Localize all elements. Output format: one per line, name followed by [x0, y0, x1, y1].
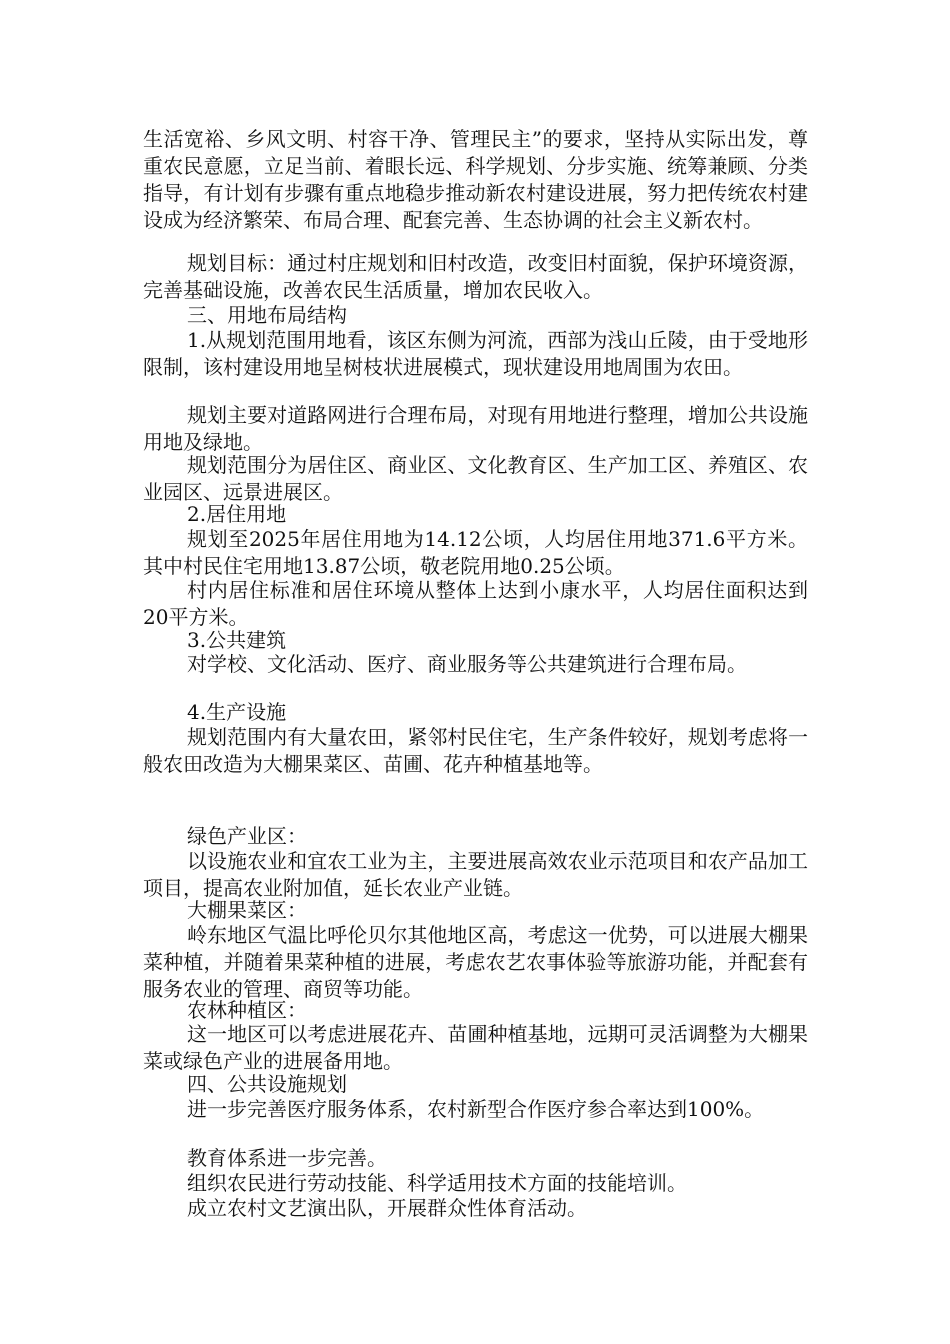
- paragraph-farmland: 规划范围内有大量农田，紧邻村民住宅，生产条件较好，规划考虑将一般农田改造为大棚果菜区、苗圃、花卉种植基地等。: [143, 725, 808, 776]
- heading-residential-land: 2.居住用地: [187, 502, 287, 526]
- heading-green-industry: 绿色产业区：: [187, 824, 307, 848]
- paragraph-intro-requirements: 生活宽裕、乡风文明、村容干净、管理民主”的要求，坚持从实际出发，尊重农民意愿，立足当前、着眼长远、科学规划、分步实施、统筹兼顾、分类指导，有计划有步骤有重点地稳步推动新农村建设进展，努力把传统农村建设成为经济繁荣、布局合理、配套完善、生态协调的社会主义新农村。: [143, 127, 808, 232]
- paragraph-residential-area: 规划至2025年居住用地为14.12公顷，人均居住用地371.6平方米。其中村民住宅用地13.87公顷，敬老院用地0.25公顷。: [143, 527, 808, 578]
- heading-forestry-planting: 农林种植区：: [187, 998, 307, 1022]
- paragraph-forestry-planting: 这一地区可以考虑进展花卉、苗圃种植基地，远期可灵活调整为大棚果菜或绿色产业的进展备用地。: [143, 1022, 808, 1073]
- paragraph-greenhouse: 岭东地区气温比呼伦贝尔其他地区高，考虑这一优势，可以进展大棚果菜种植，并随着果菜种植的进展，考虑农艺农事体验等旅游功能，并配套有服务农业的管理、商贸等功能。: [143, 923, 808, 1001]
- paragraph-living-standard: 村内居住标准和居住环境从整体上达到小康水平，人均居住面积达到20平方米。: [143, 578, 808, 629]
- paragraph-training: 组织农民进行劳动技能、科学适用技术方面的技能培训。: [187, 1171, 687, 1195]
- heading-land-layout: 三、用地布局结构: [187, 303, 347, 327]
- heading-production-facilities: 4.生产设施: [187, 700, 287, 724]
- heading-public-buildings: 3.公共建筑: [187, 628, 287, 652]
- heading-public-facilities: 四、公共设施规划: [187, 1072, 347, 1096]
- heading-greenhouse: 大棚果菜区：: [187, 898, 307, 922]
- paragraph-education: 教育体系进一步完善。: [187, 1146, 387, 1170]
- paragraph-green-industry: 以设施农业和宜农工业为主，主要进展高效农业示范项目和农产品加工项目，提高农业附加值，延长农业产业链。: [143, 849, 808, 900]
- paragraph-medical: 进一步完善医疗服务体系，农村新型合作医疗参合率达到100%。: [187, 1097, 765, 1121]
- paragraph-road-network: 规划主要对道路网进行合理布局，对现有用地进行整理，增加公共设施用地及绿地。: [143, 403, 808, 454]
- paragraph-culture-sports: 成立农村文艺演出队，开展群众性体育活动。: [187, 1196, 587, 1220]
- paragraph-land-scope: 1.从规划范围用地看，该区东侧为河流，西部为浅山丘陵，由于受地形限制，该村建设用地呈树枝状进展模式，现状建设用地周围为农田。: [143, 328, 808, 379]
- paragraph-planning-goal: 规划目标：通过村庄规划和旧村改造，改变旧村面貌，保护环境资源，完善基础设施，改善农民生活质量，增加农民收入。: [143, 251, 808, 302]
- paragraph-public-buildings: 对学校、文化活动、医疗、商业服务等公共建筑进行合理布局。: [187, 652, 747, 676]
- paragraph-zones: 规划范围分为居住区、商业区、文化教育区、生产加工区、养殖区、农业园区、远景进展区。: [143, 453, 808, 504]
